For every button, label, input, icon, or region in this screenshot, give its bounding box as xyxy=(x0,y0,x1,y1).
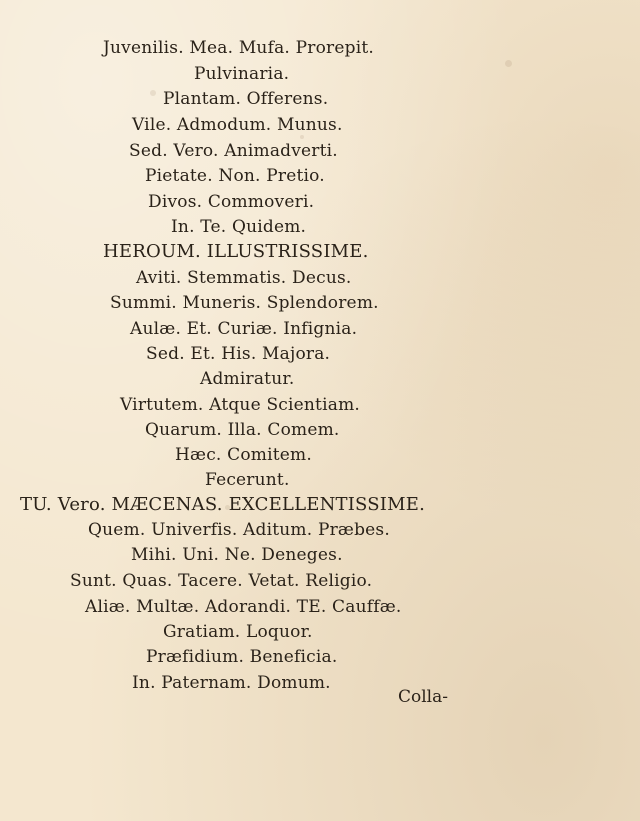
text-line-4: Vile. Admodum. Munus. xyxy=(132,115,343,135)
text-line-14: Admiratur. xyxy=(200,369,295,389)
text-line-8: In. Te. Quidem. xyxy=(171,217,307,237)
text-line-2: Pulvinaria. xyxy=(194,64,290,84)
text-line-17: Hæc. Comitem. xyxy=(175,445,312,465)
text-line-18: Fecerunt. xyxy=(205,470,290,490)
text-line-3: Plantam. Offerens. xyxy=(163,89,329,109)
text-line-5: Sed. Vero. Animadverti. xyxy=(129,141,338,161)
text-line-6: Pietate. Non. Pretio. xyxy=(145,166,325,186)
text-line-12: Aulæ. Et. Curiæ. Infignia. xyxy=(130,319,358,339)
text-line-25: Præfidium. Beneficia. xyxy=(146,647,338,667)
text-line-1: Juvenilis. Mea. Mufa. Prorepit. xyxy=(103,38,374,58)
text-line-13: Sed. Et. His. Majora. xyxy=(146,344,331,364)
text-line-15: Virtutem. Atque Scientiam. xyxy=(120,395,360,415)
text-line-9: HEROUM. ILLUSTRISSIME. xyxy=(103,241,369,262)
text-line-21: Mihi. Uni. Ne. Deneges. xyxy=(131,545,343,565)
text-line-11: Summi. Muneris. Splendorem. xyxy=(110,293,379,313)
catchword: Colla- xyxy=(398,687,448,707)
text-line-22: Sunt. Quas. Tacere. Vetat. Religio. xyxy=(70,571,373,591)
text-line-19: TU. Vero. MÆCENAS. EXCELLENTISSIME. xyxy=(20,494,425,515)
text-line-26: In. Paternam. Domum. xyxy=(132,673,331,693)
text-line-24: Gratiam. Loquor. xyxy=(163,622,313,642)
text-line-10: Aviti. Stemmatis. Decus. xyxy=(136,268,352,288)
text-line-16: Quarum. Illa. Comem. xyxy=(145,420,340,440)
text-line-20: Quem. Univerfis. Aditum. Præbes. xyxy=(88,520,390,540)
text-line-7: Divos. Commoveri. xyxy=(148,192,315,212)
text-line-23: Aliæ. Multæ. Adorandi. TE. Cauffæ. xyxy=(85,597,402,617)
